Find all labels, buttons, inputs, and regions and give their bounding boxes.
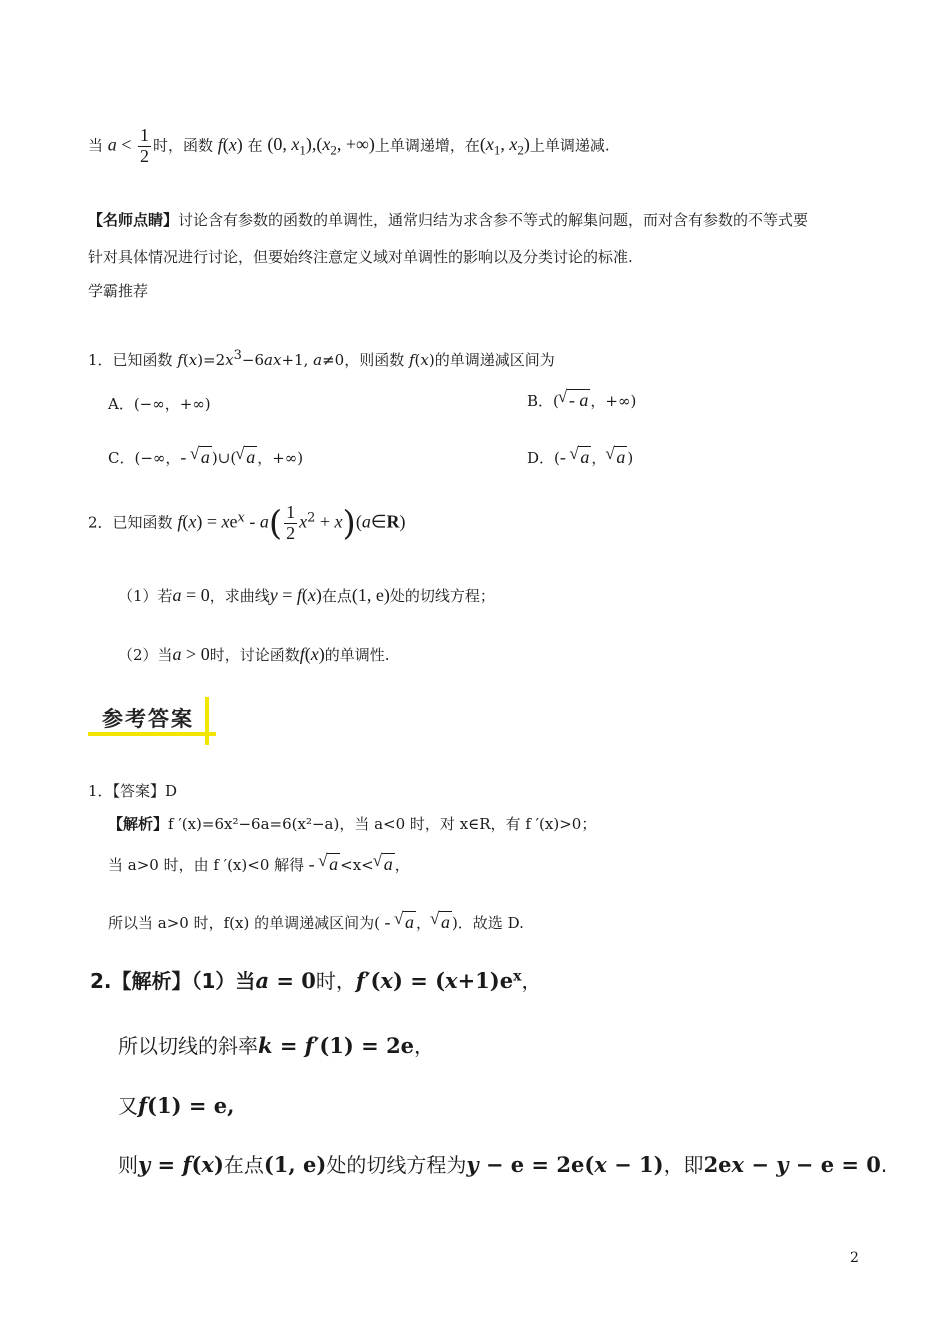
sqrt-a: √ a [382, 853, 395, 876]
q1-option-c: C．(−∞，- √ a )∪(√ a ，+∞) [108, 446, 303, 469]
answer-section-banner [88, 697, 216, 745]
tip-text-2: 针对具体情况进行讨论，但要始终注意定义域对单调性的影响以及分类讨论的标准. [88, 248, 633, 266]
sqrt-a: √ a [614, 446, 627, 469]
sqrt-a: √ a [403, 911, 416, 934]
banner-bar [205, 697, 209, 745]
q1-func: f [177, 351, 183, 369]
tip-text-1: 讨论含有参数的函数的单调性，通常归结为求含参不等式的解集问题，而对含有参数的不等式要 [178, 211, 809, 229]
ans1-line-1: 1．【答案】D [88, 782, 178, 800]
q1-option-a: A．(−∞，+∞) [108, 395, 211, 413]
sqrt-a: √ a [199, 446, 212, 469]
intro-when: 当 [88, 136, 104, 155]
math-interval-2: ($x_1$, $x_2$) [479, 134, 530, 158]
ans2-line-2: 所以切线的斜率k = f′(1) = 2e， [118, 1033, 435, 1058]
intro-text4: 上单调递减. [529, 136, 610, 155]
intro-text2: 在 [247, 136, 263, 155]
q2-part1: （1）若a = 0，求曲线y = f(x)在点(1, e)处的切线方程； [118, 585, 495, 605]
q1-stem: 1．已知函数 $f(x)=2x^3-6ax+1$, a≠0，则函数 f(x)的单调递减区间为 [88, 348, 555, 369]
q1-option-d: D．(- √ a ，√ a ) [527, 446, 633, 469]
tip-line-2 [88, 248, 633, 266]
sqrt-a: √ a [439, 911, 452, 934]
ans2-line-4: 则y = f(x)在点(1, e)处的切线方程为y − e = 2e(x − 1)，即2ex − y − e = 0. [118, 1152, 888, 1177]
page-number: 2 [850, 1250, 859, 1266]
q2-part2: （2）当a > 0时，讨论函数f(x)的单调性. [118, 644, 390, 664]
sqrt-a: √ a [578, 446, 591, 469]
ans1-line-4: 所以当 a>0 时，f(x) 的单调递减区间为( - √ a ，√ a )．故选 D. [108, 911, 524, 934]
sqrt-a: √ a [327, 853, 340, 876]
sqrt-a: √ a [244, 446, 257, 469]
section-title: 学霸推荐 [88, 282, 149, 300]
math-interval-1: (0, $x_1),(x_2$, +∞) [267, 134, 375, 158]
ans1-line-2: 【解析】f ′(x)=6x²−6a=6(x²−a)，当 a<0 时，对 x∈R，有 f ′(x)>0； [108, 815, 597, 833]
tip-label: 【名师点睛】 [88, 211, 179, 229]
ans2-line-1: 2.【解析】（1）当a = 0时，$f'(x) = (x+1)e^x$， [90, 968, 542, 993]
intro-text3: 上单调递增，在 [374, 136, 480, 155]
q2-stem: 2．已知函数 $f(x) = xe^x - a$( $\frac{1}{2}$ $x^2$ + x)(a∈R) [88, 502, 406, 544]
math-a-lt: a [107, 134, 117, 155]
fraction-half: $\frac{1}{2}$ [139, 125, 149, 166]
q1-option-b: B．(√ - a ，+∞) [527, 389, 636, 412]
intro-line: 当 a < $\frac{1}{2}$ 时，函数 f(x) 在 (0, $x_1),(x_2$, +∞)上单调递增，在($x_1$, $x_2$)上单调递减. [88, 125, 610, 166]
sqrt-neg-a: √ - a [567, 389, 591, 412]
ans2-line-3: 又f(1) = e, [118, 1093, 235, 1118]
q2-func: f [177, 511, 183, 532]
ans1-line-3: 当 a>0 时，由 f ′(x)<0 解得 - √ a <x<√ a ， [108, 853, 410, 876]
banner-text: 参考答案 [102, 707, 194, 731]
math-fx: f [217, 134, 223, 155]
tip-line-1 [88, 211, 808, 229]
intro-text1: 时，函数 [152, 136, 213, 155]
